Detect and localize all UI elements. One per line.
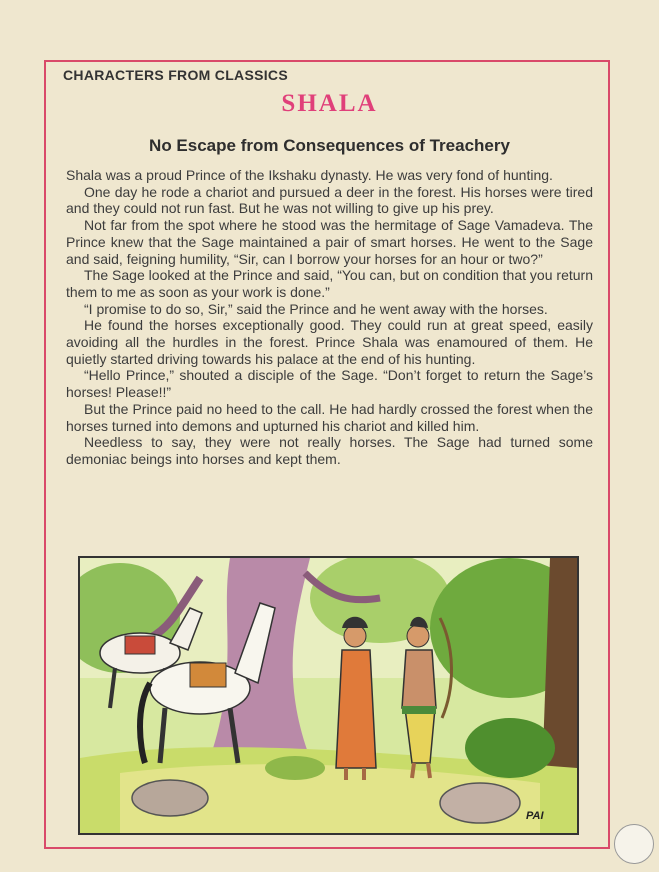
paragraph-8: But the Prince paid no heed to the call. He had hardly crossed the forest when the horses turned into demons and upturned his chariot and killed him. — [66, 400, 593, 434]
story-subtitle: No Escape from Consequences of Treachery — [149, 136, 510, 155]
watermark-stamp — [614, 824, 654, 864]
rock — [440, 783, 520, 823]
paragraph-7: “Hello Prince,” shouted a disciple of the Sage. “Don’t forget to return the Sage’s horses! Please!!” — [66, 367, 593, 401]
paragraph-5: “I promise to do so, Sir,” said the Prince and he went away with the horses. — [84, 300, 548, 317]
story-title: SHALA — [281, 90, 378, 117]
paragraph-4: The Sage looked at the Prince and said, “You can, but on condition that you return them to me as soon as your work is done.” — [66, 267, 593, 300]
series-heading: CHARACTERS FROM CLASSICS — [63, 67, 288, 83]
illustration-scene — [80, 558, 577, 833]
paragraph-2: One day he rode a chariot and pursued a deer in the forest. His horses were tired and they could not run fast. But he was not willing to give up his prey. — [66, 183, 593, 217]
story-body — [66, 167, 593, 468]
paragraph-6: He found the horses exceptionally good. They could run at great speed, easily avoiding all the hurdles in the forest. Prince Shala was enamoured of them. He quietly started driving towards his palace at the end of his hunting. — [66, 317, 593, 367]
artist-signature: PAI — [526, 810, 544, 822]
paragraph-3: Not far from the spot where he stood was the hermitage of Sage Vamadeva. The Prince knew that the Sage maintained a pair of smart horses. He went to the Sage and said, feigning humility, “Sir, can I borrow your horses for an hour or two?” — [66, 217, 593, 267]
bush — [465, 718, 555, 778]
story-illustration — [78, 556, 579, 835]
rock — [132, 780, 208, 816]
paragraph-1: Shala was a proud Prince of the Ikshaku dynasty. He was very fond of hunting. — [66, 167, 553, 183]
paragraph-9: Needless to say, they were not really horses. The Sage had turned some demoniac beings into horses and kept them. — [66, 434, 593, 467]
